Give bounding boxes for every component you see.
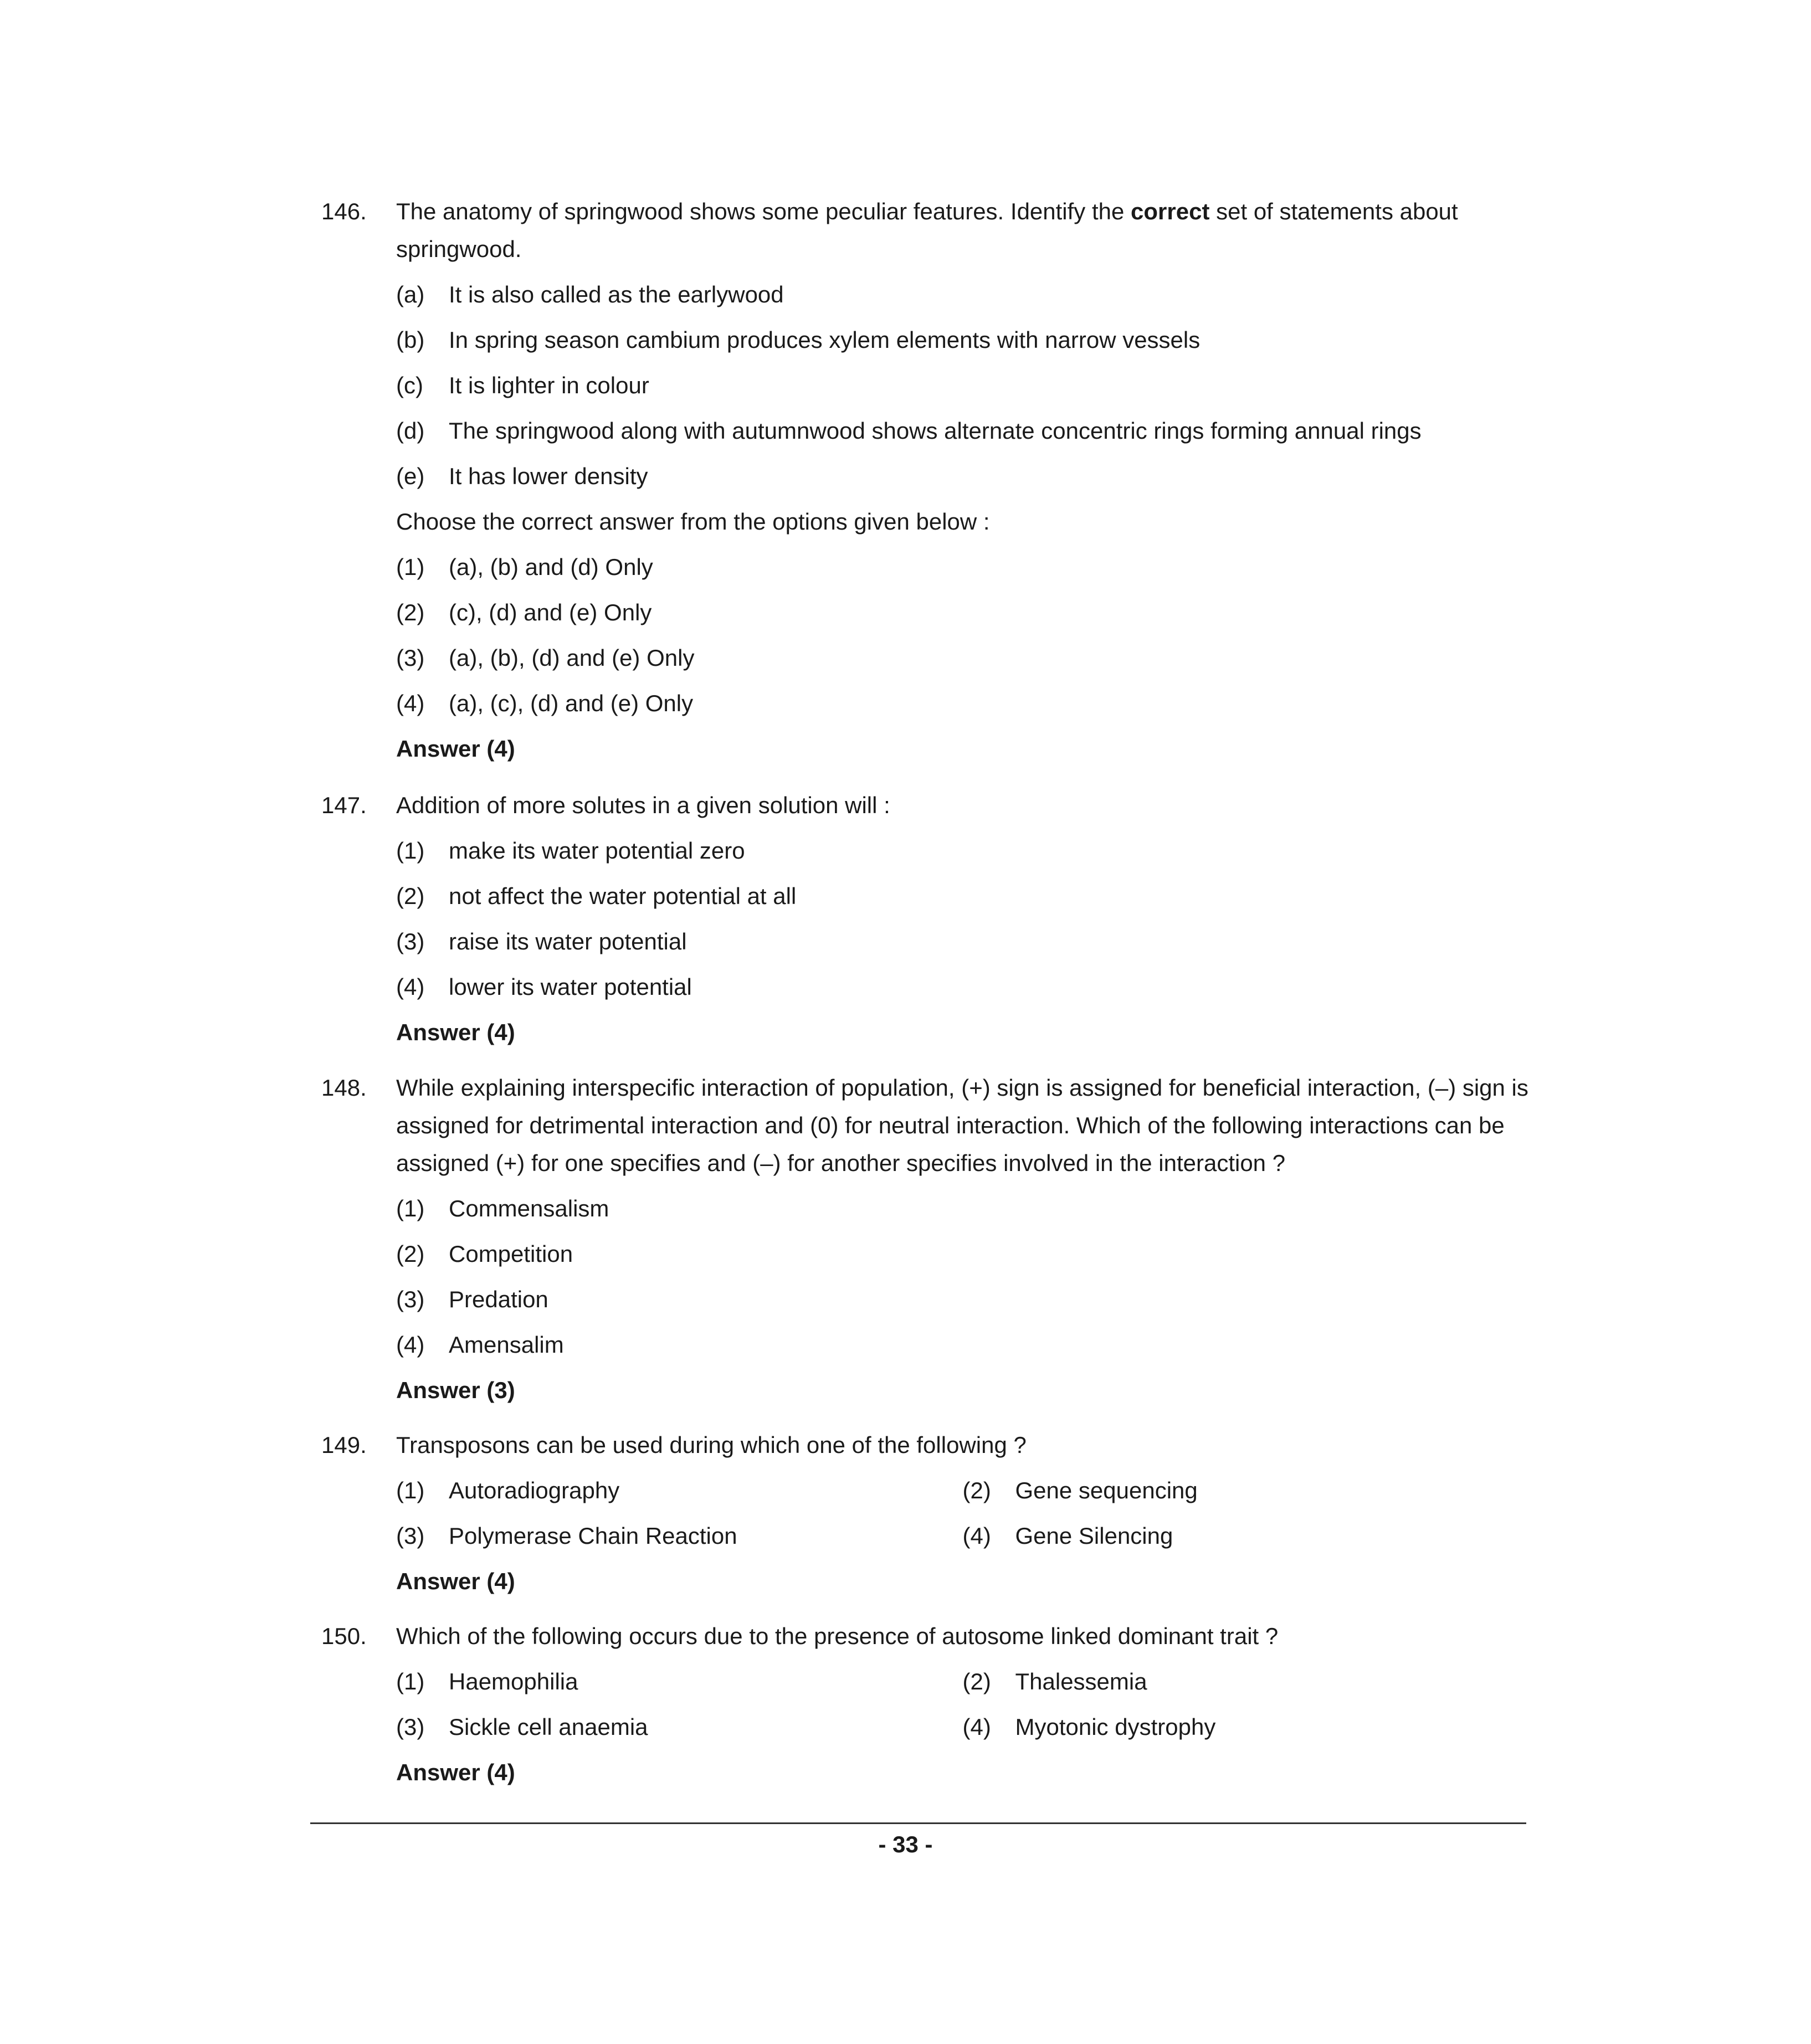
option-item <box>321 548 1529 586</box>
option-item <box>321 1281 1529 1318</box>
option-row <box>321 1472 1529 1509</box>
option-label: (2) <box>962 1668 991 1694</box>
option-item <box>963 1708 1530 1746</box>
question-stem <box>321 1426 1529 1464</box>
option-text: Polymerase Chain Reaction <box>449 1523 737 1549</box>
option-label: (4) <box>396 974 425 1000</box>
option-text: Myotonic dystrophy <box>1015 1714 1216 1740</box>
option-text: Thalessemia <box>1015 1668 1147 1694</box>
option-item <box>321 877 1529 915</box>
option-label: (2) <box>396 883 425 909</box>
option-text: (a), (b), (d) and (e) Only <box>449 645 695 671</box>
statement-item <box>321 458 1529 495</box>
option-text: Haemophilia <box>449 1668 578 1694</box>
option-item <box>396 1708 963 1746</box>
question-text: The anatomy of springwood shows some peculiar features. Identify the <box>396 198 1131 224</box>
question-text: Which of the following occurs due to the presence of autosome linked dominant trait ? <box>396 1623 1279 1649</box>
question-147 <box>321 787 1529 1051</box>
option-label: (3) <box>396 1286 425 1312</box>
question-text-emphasis: correct <box>1131 198 1210 224</box>
option-row <box>321 1708 1529 1746</box>
option-row <box>321 1663 1529 1701</box>
statement-item <box>321 276 1529 314</box>
statement-label: (c) <box>396 372 423 398</box>
question-148 <box>321 1069 1529 1409</box>
option-label: (3) <box>396 1523 425 1549</box>
option-item <box>396 1517 963 1555</box>
option-item <box>321 685 1529 722</box>
question-stem <box>321 1617 1529 1655</box>
question-stem <box>321 193 1529 268</box>
statement-text: In spring season cambium produces xylem elements with narrow vessels <box>449 327 1201 353</box>
option-item <box>321 639 1529 677</box>
option-item <box>321 923 1529 961</box>
statement-text: It is lighter in colour <box>449 372 649 398</box>
option-label: (1) <box>396 1668 425 1694</box>
option-label: (2) <box>396 599 425 625</box>
option-text: Amensalim <box>449 1332 564 1358</box>
question-number: 148. <box>321 1075 367 1101</box>
question-text: While explaining interspecific interaction of population, (+) sign is assigned for beneficial interaction, (–) sign is assigned for detrimental interaction and (0) for neutral interaction. Which of the following interactions can be assigned (+) for one specifies and (–) for another specifies involved in the interaction ? <box>396 1075 1528 1176</box>
statement-label: (e) <box>396 463 425 489</box>
statement-item <box>321 367 1529 404</box>
option-text: Gene Silencing <box>1015 1523 1173 1549</box>
option-item <box>396 1663 963 1701</box>
option-text: Competition <box>449 1241 573 1267</box>
page-number: - 33 - <box>878 1831 933 1857</box>
statement-label: (b) <box>396 327 425 353</box>
question-number: 146. <box>321 198 367 224</box>
answer-text: Answer (3) <box>396 1377 515 1403</box>
option-text: Autoradiography <box>449 1477 620 1503</box>
statement-text: It is also called as the earlywood <box>449 281 784 307</box>
question-stem <box>321 787 1529 824</box>
answer-text: Answer (4) <box>396 736 515 762</box>
question-text: set of statements about springwood. <box>396 198 1458 262</box>
question-150 <box>321 1617 1529 1791</box>
option-label: (4) <box>396 1332 425 1358</box>
option-text: not affect the water potential at all <box>449 883 797 909</box>
statement-text: The springwood along with autumnwood shows alternate concentric rings forming annual rings <box>449 418 1422 444</box>
option-item <box>321 832 1529 870</box>
option-label: (4) <box>396 690 425 716</box>
question-text: Addition of more solutes in a given solution will : <box>396 792 890 818</box>
option-label: (3) <box>396 1714 425 1740</box>
option-text: (c), (d) and (e) Only <box>449 599 652 625</box>
option-label: (4) <box>962 1523 991 1549</box>
question-number: 150. <box>321 1623 367 1649</box>
option-text: make its water potential zero <box>449 838 745 864</box>
option-item <box>321 1326 1529 1364</box>
option-text: (a), (b) and (d) Only <box>449 554 653 580</box>
option-item <box>396 1472 963 1509</box>
option-label: (3) <box>396 645 425 671</box>
statement-text: It has lower density <box>449 463 648 489</box>
question-number: 147. <box>321 792 367 818</box>
option-text: Commensalism <box>449 1195 609 1221</box>
option-label: (4) <box>962 1714 991 1740</box>
answer-text: Answer (4) <box>396 1019 515 1045</box>
option-item <box>321 594 1529 631</box>
option-item <box>321 968 1529 1006</box>
option-row <box>321 1517 1529 1555</box>
option-text: Sickle cell anaemia <box>449 1714 648 1740</box>
option-item <box>963 1663 1530 1701</box>
option-label: (2) <box>962 1477 991 1503</box>
option-text: (a), (c), (d) and (e) Only <box>449 690 694 716</box>
option-label: (1) <box>396 838 425 864</box>
answer-text: Answer (4) <box>396 1568 515 1594</box>
option-text: Gene sequencing <box>1015 1477 1198 1503</box>
option-text: lower its water potential <box>449 974 692 1000</box>
instruction-text: Choose the correct answer from the options given below : <box>396 509 990 535</box>
option-label: (2) <box>396 1241 425 1267</box>
option-label: (1) <box>396 1195 425 1221</box>
option-item <box>963 1517 1530 1555</box>
answer-text: Answer (4) <box>396 1759 515 1785</box>
statement-label: (d) <box>396 418 425 444</box>
statement-item <box>321 412 1529 450</box>
option-item <box>963 1472 1530 1509</box>
question-stem <box>321 1069 1529 1182</box>
question-text: Transposons can be used during which one of the following ? <box>396 1432 1027 1458</box>
option-item <box>321 1235 1529 1273</box>
option-label: (3) <box>396 928 425 954</box>
statement-item <box>321 321 1529 359</box>
option-text: raise its water potential <box>449 928 687 954</box>
option-text: Predation <box>449 1286 548 1312</box>
question-149 <box>321 1426 1529 1600</box>
question-146 <box>321 193 1529 768</box>
option-label: (1) <box>396 1477 425 1503</box>
question-number: 149. <box>321 1432 367 1458</box>
footer-divider <box>310 1822 1526 1824</box>
option-item <box>321 1190 1529 1228</box>
option-label: (1) <box>396 554 425 580</box>
statement-label: (a) <box>396 281 425 307</box>
